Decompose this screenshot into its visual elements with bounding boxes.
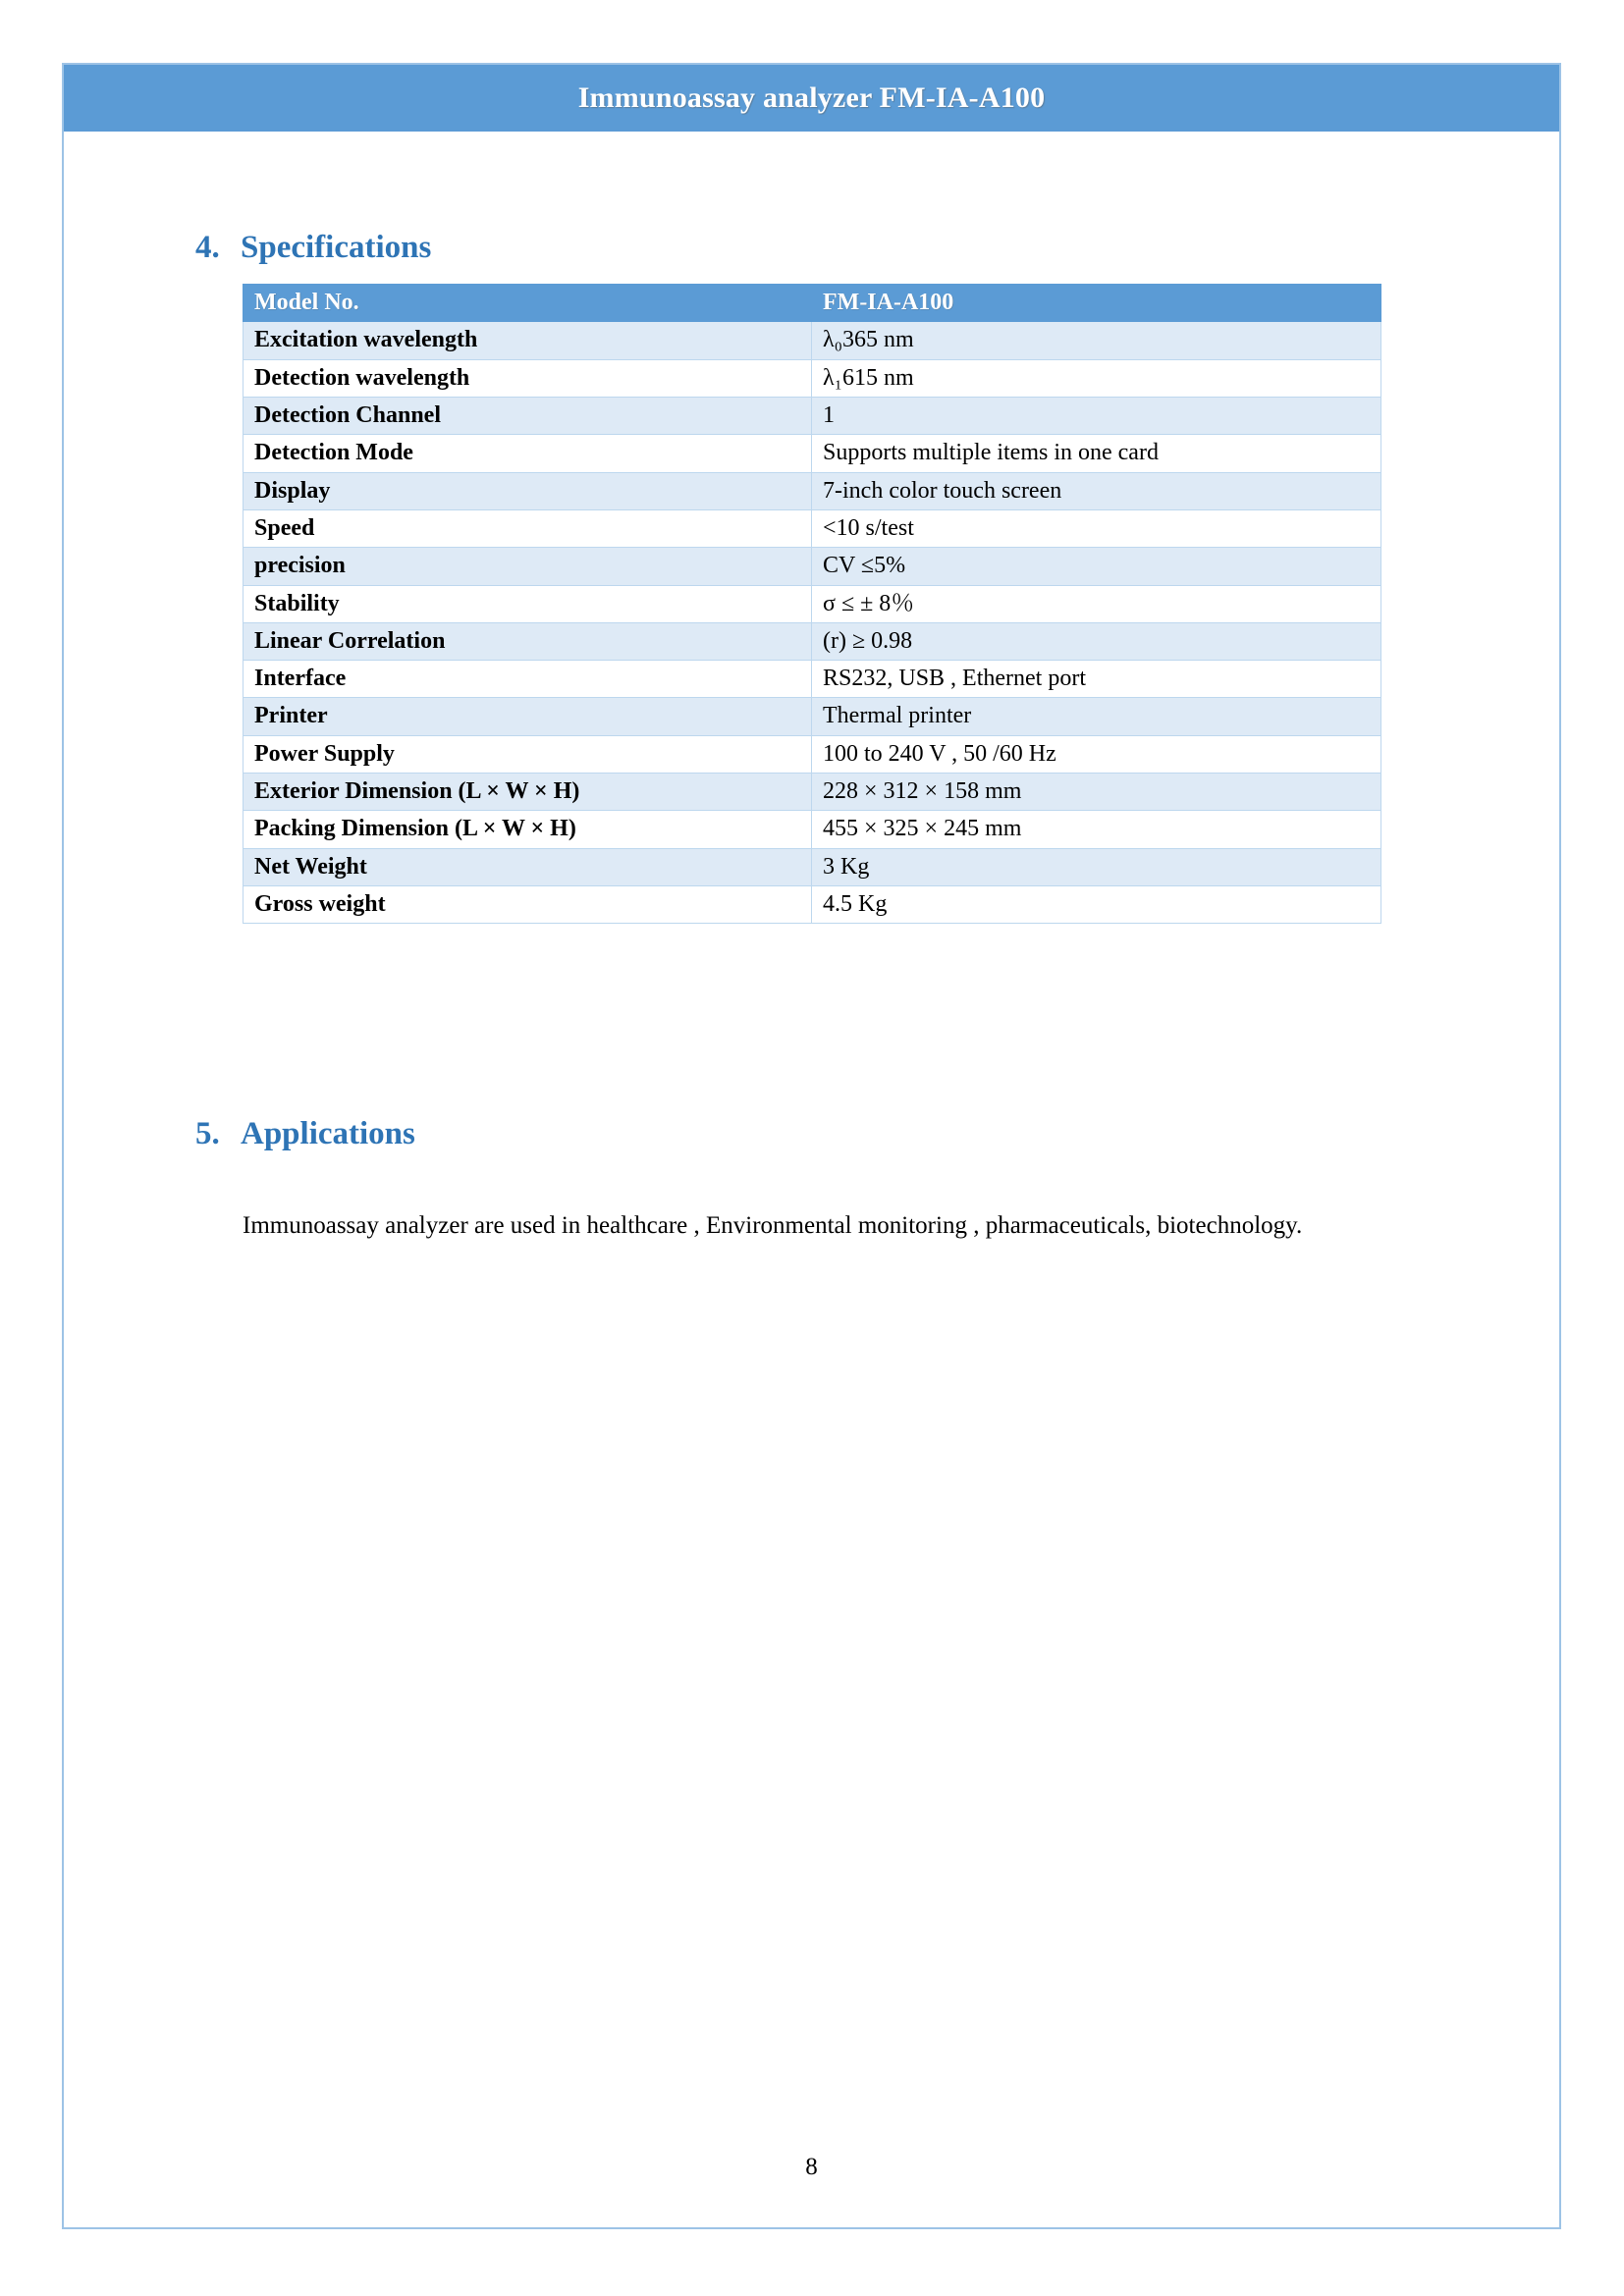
specifications-table [243,284,1381,924]
table-header-model-no: Model No. [244,285,812,322]
table-row [244,322,1381,359]
spec-label: Packing Dimension (L × W × H) [244,811,812,848]
spec-label: Detection wavelength [244,359,812,397]
page-number: 8 [805,2154,818,2180]
page-content [64,132,1559,2227]
table-row [244,848,1381,885]
spec-label: Net Weight [244,848,812,885]
section-number-4: 4. [195,230,220,265]
table-row [244,509,1381,547]
spec-label: Interface [244,661,812,698]
table-row [244,811,1381,848]
spec-label: Linear Correlation [244,622,812,660]
spec-value: Thermal printer [812,698,1381,735]
spec-value: RS232, USB , Ethernet port [812,661,1381,698]
section-title-applications: Applications [241,1116,415,1151]
spec-value: σ ≤ ± 8％ [812,585,1381,622]
table-row [244,661,1381,698]
table-row [244,359,1381,397]
table-row [244,397,1381,434]
table-row [244,435,1381,472]
applications-body-text: Immunoassay analyzer are used in healthcare , Environmental monitoring , pharmaceuticals, biotechnology. [243,1212,1303,1239]
spec-label: Detection Channel [244,397,812,434]
spec-label: Power Supply [244,735,812,773]
table-row [244,698,1381,735]
document-title: Immunoassay analyzer FM-IA-A100 [577,81,1046,114]
spec-label: Display [244,472,812,509]
spec-value: 1 [812,397,1381,434]
spec-value: (r) ≥ 0.98 [812,622,1381,660]
spec-label: Speed [244,509,812,547]
spec-label: Detection Mode [244,435,812,472]
spec-label: precision [244,548,812,585]
spec-label: Excitation wavelength [244,322,812,359]
spec-value: 455 × 325 × 245 mm [812,811,1381,848]
spec-value: 4.5 Kg [812,886,1381,924]
section-number-5: 5. [195,1116,220,1151]
table-row [244,472,1381,509]
section-heading-applications [195,1116,415,1152]
spec-value: λ₁615 nm [812,359,1381,397]
spec-value: <10 s/test [812,509,1381,547]
table-row [244,735,1381,773]
table-row [244,548,1381,585]
document-header-banner [64,65,1559,132]
spec-label: Printer [244,698,812,735]
specifications-table-body [244,322,1381,924]
section-heading-specifications [195,230,431,266]
table-row [244,585,1381,622]
table-row [244,886,1381,924]
section-title-specifications: Specifications [241,230,432,265]
spec-label: Stability [244,585,812,622]
spec-label: Gross weight [244,886,812,924]
table-row [244,622,1381,660]
spec-value: 3 Kg [812,848,1381,885]
spec-value: 100 to 240 V , 50 /60 Hz [812,735,1381,773]
spec-value: CV ≤5% [812,548,1381,585]
spec-value: 228 × 312 × 158 mm [812,774,1381,811]
table-row [244,774,1381,811]
spec-value: Supports multiple items in one card [812,435,1381,472]
spec-label: Exterior Dimension (L × W × H) [244,774,812,811]
table-header-model-value: FM-IA-A100 [812,285,1381,322]
table-header-row [244,285,1381,322]
spec-value: 7-inch color touch screen [812,472,1381,509]
spec-value: λ₀365 nm [812,322,1381,359]
